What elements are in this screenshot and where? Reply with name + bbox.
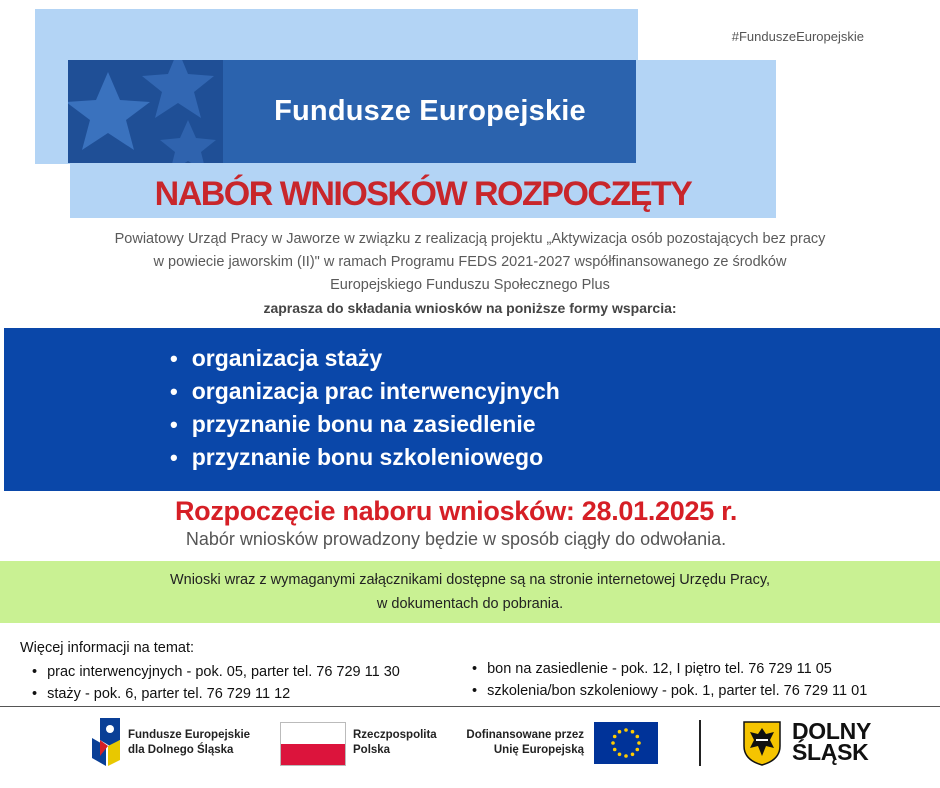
support-form-item: • organizacja staży xyxy=(170,342,560,375)
eu-flag-icon xyxy=(594,722,658,764)
support-forms-list xyxy=(170,342,560,474)
logo-line: dla Dolnego Śląska xyxy=(128,744,234,756)
contact-item: • szkolenia/bon szkoleniowy - pok. 1, parter tel. 76 729 11 01 xyxy=(472,680,867,702)
page-headline: NABÓR WNIOSKÓW ROZPOCZĘTY xyxy=(154,175,692,213)
logo-line: ŚLĄSK xyxy=(792,739,869,765)
logo-title: Fundusze Europejskie xyxy=(274,95,586,127)
logo-line: Unię Europejską xyxy=(493,744,584,756)
fe-dolny-slask-logo-text xyxy=(128,728,250,758)
contact-item: • staży - pok. 6, parter tel. 76 729 11 12 xyxy=(32,683,400,705)
poland-flag-icon xyxy=(280,722,346,766)
logo-line: DOLNY xyxy=(792,718,872,744)
support-form-item: • przyznanie bonu szkoleniowego xyxy=(170,441,560,474)
intro-line: Europejskiego Funduszu Społecznego Plus xyxy=(330,277,610,293)
contact-item: • prac interwencyjnych - pok. 05, parter tel. 76 729 11 30 xyxy=(32,661,400,683)
eu-stars-icon xyxy=(68,60,223,163)
intro-line: w powiecie jaworskim (II)" w ramach Programu FEDS 2021-2027 współfinansowanego ze środków xyxy=(153,254,787,270)
continuous-note: Nabór wniosków prowadzony będzie w sposób ciągły do odwołania. xyxy=(185,529,727,549)
contacts-title: Więcej informacji na temat: xyxy=(20,640,195,656)
hashtag: #FunduszeEuropejskie xyxy=(731,29,864,44)
logo-line: Polska xyxy=(353,744,391,756)
logo-line: Rzeczpospolita xyxy=(353,729,437,741)
eu-logo-text xyxy=(462,728,584,758)
dolny-slask-eagle-icon xyxy=(742,720,782,771)
contact-item: • bon na zasiedlenie - pok. 12, I piętro tel. 76 729 11 05 xyxy=(472,658,867,680)
documents-line: Wnioski wraz z wymaganymi załącznikami dostępne są na stronie internetowej Urzędu Pracy, xyxy=(169,572,771,588)
intro-text xyxy=(40,228,900,297)
intro-line: Powiatowy Urząd Pracy w Jaworze w związku z realizacją projektu „Aktywizacja osób pozostających bez pracy xyxy=(114,231,826,247)
fe-dolny-slask-logo-icon xyxy=(90,716,122,773)
dolny-slask-logo-text xyxy=(792,718,872,765)
documents-text xyxy=(0,568,940,616)
documents-line: w dokumentach do pobrania. xyxy=(376,596,564,612)
logo-line: Dofinansowane przez xyxy=(466,729,584,741)
footer-separator xyxy=(699,720,701,766)
support-form-item: • organizacja prac interwencyjnych xyxy=(170,375,560,408)
contacts-right-list xyxy=(472,658,867,702)
contacts-left-list xyxy=(32,661,400,705)
intro-invitation: zaprasza do składania wniosków na poniższe formy wsparcia: xyxy=(263,300,677,316)
support-form-item: • przyznanie bonu na zasiedlenie xyxy=(170,408,560,441)
logo-line: Fundusze Europejskie xyxy=(128,729,251,741)
footer-divider xyxy=(0,706,940,707)
rp-logo-text xyxy=(353,728,437,758)
start-date: Rozpoczęcie naboru wniosków: 28.01.2025 r. xyxy=(174,496,738,526)
